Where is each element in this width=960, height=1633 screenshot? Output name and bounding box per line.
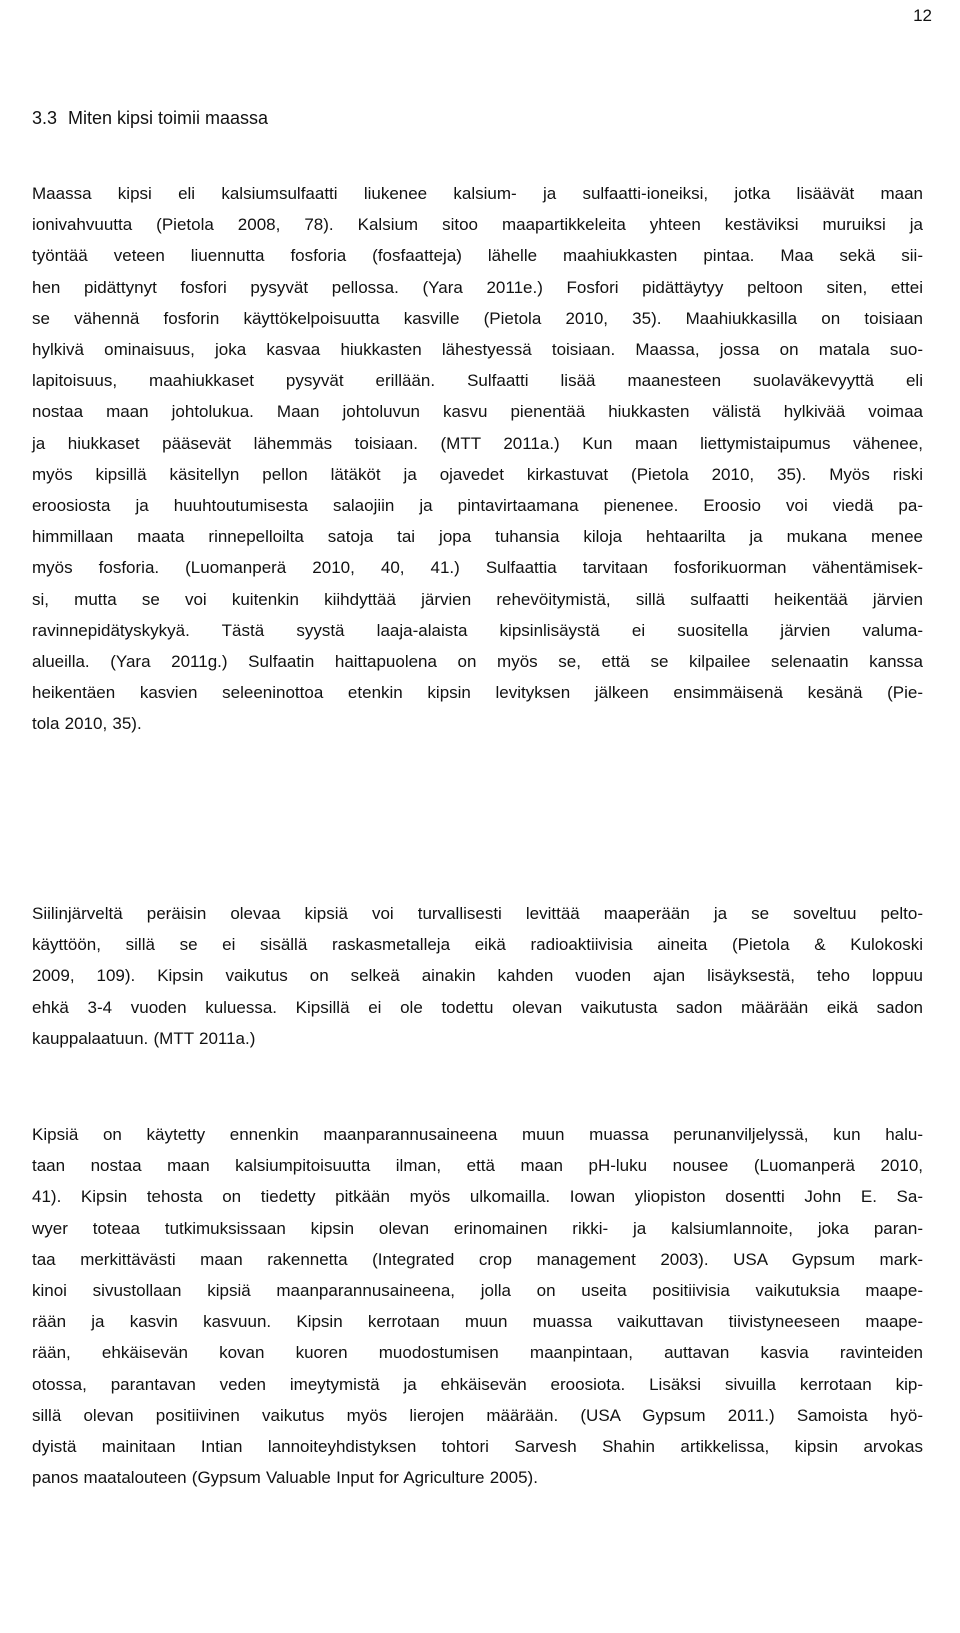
text-line: käyttöön, sillä se ei sisällä raskasmetalleja eikä radioaktiivisia aineita (Pietola & Kulokoski xyxy=(32,935,923,955)
page-number: 12 xyxy=(913,6,932,25)
text-line: se vähennä fosforin käyttökelpoisuutta kasville (Pietola 2010, 35). Maahiukkasilla on toisiaan xyxy=(32,308,923,328)
text-line: hen pidättynyt fosfori pysyvät pellossa. (Yara 2011e.) Fosfori pidättäytyy peltoon siten, ettei xyxy=(32,277,923,297)
text-line: panos maatalouteen (Gypsum Valuable Input for Agriculture 2005). xyxy=(32,1468,538,1488)
text-line: sillä olevan positiivinen vaikutus myös lierojen määrään. (USA Gypsum 2011.) Samoista hyö- xyxy=(32,1405,923,1425)
paragraph-3 xyxy=(32,1119,923,1493)
text-line: 2009, 109). Kipsin vaikutus on selkeä ainakin kahden vuoden ajan lisäyksestä, teho loppuu xyxy=(32,966,923,986)
text-line: dyistä mainitaan Intian lannoiteyhdistyksen tohtori Sarvesh Shahin artikkelissa, kipsin arvokas xyxy=(32,1437,923,1457)
text-line: Maassa kipsi eli kalsiumsulfaatti liukenee kalsium- ja sulfaatti-ioneiksi, jotka lisäävät maan xyxy=(32,184,923,203)
text-line: nostaa maan johtolukua. Maan johtoluvun kasvu pienentää hiukkasten välistä hylkivää voimaa xyxy=(32,402,923,422)
paragraph-2 xyxy=(32,898,923,1054)
text-line: Siilinjärveltä peräisin olevaa kipsiä voi turvallisesti levittää maaperään ja se soveltuu pelto- xyxy=(32,904,923,923)
text-line: hylkivä ominaisuus, joka kasvaa hiukkasten lähestyessä toisiaan. Maassa, jossa on matala suo- xyxy=(32,340,923,360)
text-line: Kipsiä on käytetty ennenkin maanparannusaineena muun muassa perunanviljelyssä, kun halu- xyxy=(32,1125,923,1144)
text-line: rään ja kasvin kasvuun. Kipsin kerrotaan muun muassa vaikuttavan tiivistyneeseen maape- xyxy=(32,1312,923,1332)
text-line: rään, ehkäisevän kovan kuoren muodostumisen maanpintaan, auttavan kasvia ravinteiden xyxy=(32,1343,923,1363)
text-line: wyer toteaa tutkimuksissaan kipsin olevan erinomainen rikki- ja kalsiumlannoite, joka paran- xyxy=(32,1218,923,1238)
text-line: ionivahvuutta (Pietola 2008, 78). Kalsium sitoo maapartikkeleita yhteen kestäviksi muruiksi ja xyxy=(32,215,923,235)
text-line: heikentäen kasvien seleeninottoa etenkin kipsin levityksen jälkeen ensimmäisenä kesänä (Pie- xyxy=(32,683,923,703)
text-line: himmillaan maata rinnepelloilta satoja tai jopa tuhansia kiloja hehtaarilta ja mukana menee xyxy=(32,527,923,547)
text-line: 41). Kipsin tehosta on tiedetty pitkään myös ulkomailla. Iowan yliopiston dosentti John E. Sa- xyxy=(32,1187,923,1207)
paragraph-1 xyxy=(32,178,923,740)
text-line: eroosiosta ja huuhtoutumisesta salaojiin ja pintavirtaamana pienenee. Eroosio voi viedä pa- xyxy=(32,496,923,516)
text-line: tola 2010, 35). xyxy=(32,714,142,734)
section-number: 3.3 xyxy=(32,108,58,128)
section-title: Miten kipsi toimii maassa xyxy=(68,108,269,128)
text-line: myös fosforia. (Luomanperä 2010, 40, 41.) Sulfaattia tarvitaan fosforikuorman vähentämisek- xyxy=(32,558,923,578)
text-line: kauppalaatuun. (MTT 2011a.) xyxy=(32,1028,256,1048)
text-line: lapitoisuus, maahiukkaset pysyvät erillään. Sulfaatti lisää maanesteen suolaväkevyyttä eli xyxy=(32,371,923,391)
section-heading xyxy=(32,108,268,129)
text-line: ravinnepidätyskykyä. Tästä syystä laaja-alaista kipsinlisäystä ei suositella järvien valuma- xyxy=(32,620,923,640)
text-line: taan nostaa maan kalsiumpitoisuutta ilman, että maan pH-luku nousee (Luomanperä 2010, xyxy=(32,1156,923,1176)
text-line: ehkä 3-4 vuoden kuluessa. Kipsillä ei ole todettu olevan vaikutusta sadon määrään eikä sadon xyxy=(32,997,923,1017)
text-line: kinoi sivustollaan kipsiä maanparannusaineena, jolla on useita positiivisia vaikutuksia maape- xyxy=(32,1281,923,1301)
text-line: ja hiukkaset pääsevät lähemmäs toisiaan. (MTT 2011a.) Kun maan liettymistaipumus vähenee, xyxy=(32,433,923,453)
text-line: taa merkittävästi maan rakennetta (Integrated crop management 2003). USA Gypsum mark- xyxy=(32,1249,923,1269)
text-line: myös kipsillä käsitellyn pellon lätäköt ja ojavedet kirkastuvat (Pietola 2010, 35). Myös riski xyxy=(32,464,923,484)
text-line: si, mutta se voi kuitenkin kiihdyttää järvien rehevöitymistä, sillä sulfaatti heikentää järvien xyxy=(32,589,923,609)
text-line: otossa, parantavan veden imeytymistä ja ehkäisevän eroosiota. Lisäksi sivuilla kerrotaan kip- xyxy=(32,1374,923,1394)
text-line: alueilla. (Yara 2011g.) Sulfaatin haittapuolena on myös se, että se kilpailee selenaatin kanssa xyxy=(32,652,923,672)
text-line: työntää veteen liuennutta fosforia (fosfaatteja) lähelle maahiukkasten pintaa. Maa sekä sii- xyxy=(32,246,923,266)
